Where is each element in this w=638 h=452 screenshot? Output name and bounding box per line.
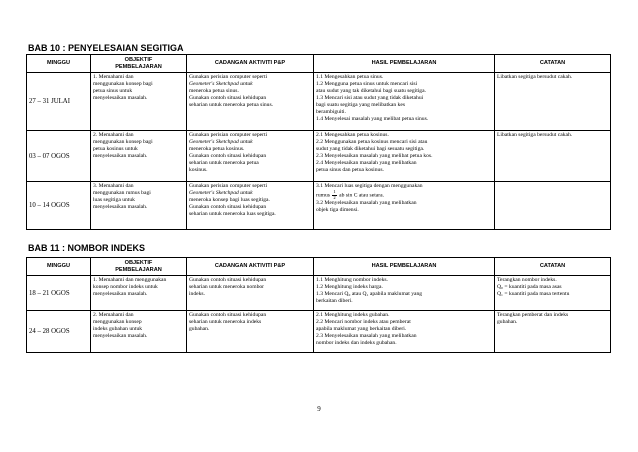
cell-minggu: 24 – 28 OGOS [27,311,91,353]
area-formula: rumus $\frac{1}{2}$ ab sin C atau setara. [316,189,384,200]
cell-objektif: 2. Memahami dan menggunakan konsep bagi petua kosinus untuk menyelesaikan masalah. [91,131,187,182]
cell-hasil: 1.1 Menghitung nombor indeks. 1.2 Menghitung indeks harga. 1.3 Mencari Q₀ atau Q₁ apabila maklumat yang berkaitan diberi. [314,276,495,311]
cell-hasil: 3.1 Mencari luas segitiga dengan menggunakan rumus $\frac{1}{2}$ ab sin C atau setara. 3.2 Menyelesaikan masalah yang melibatkan objek tiga dimensi. [314,182,495,230]
header-cadangan: CADANGAN AKTIVITI P&P [187,55,314,73]
cell-minggu: 10 – 14 OGOS [27,182,91,230]
table-row [27,73,611,131]
table-bab10 [26,54,611,230]
cell-catatan: Libatkan segitiga bersudut cakah. [495,73,611,131]
section-title-bab11: BAB 11 : NOMBOR INDEKS [28,243,146,253]
cell-catatan [495,182,611,230]
cell-objektif: 2. Memahami dan menggunakan konsep indeks gubahan untuk menyelesaikan masalah. [91,311,187,353]
cell-hasil: 2.1 Menghitung indeks gubahan. 2.2 Mencari nombor indeks atau pemberat apabila maklumat yang berkaitan diberi. 2.3 Menyelesaikan masalah yang melibatkan nombor indeks dan indeks gubahan. [314,311,495,353]
table-bab11 [26,257,611,353]
cell-cadangan: Gunakan perisian computer seperti Geometer's Sketchpad untuk meneroka konsep bagi luas segitiga. Gunakan contoh situasi kehidupan seharian untuk meneroka luas segitiga. [187,182,314,230]
table-header-row [27,55,611,73]
table-row [27,276,611,311]
cell-catatan: Libatkan segitiga bersudut cakah. [495,131,611,182]
cell-catatan: Terangkan nombor indeks. Q₀ = kuantiti pada masa asas Q₁ = kuantiti pada masa tertentu [495,276,611,311]
cell-minggu: 18 – 21 OGOS [27,276,91,311]
header-minggu: MINGGU [27,258,91,276]
cell-minggu: 27 – 31 JULAI [27,73,91,131]
cell-cadangan: Gunakan perisian computer seperti Geometer's Sketchpad untuk meneroka petua sinus. Gunakan contoh situasi kehidupan seharian untuk meneroka petua sinus. [187,73,314,131]
cell-cadangan: Gunakan contoh situasi kehidupan seharian untuk meneroka indeks gubahan. [187,311,314,353]
header-hasil: HASIL PEMBELAJARAN [314,55,495,73]
header-catatan: CATATAN [495,55,611,73]
fraction-half: $\frac{1}{2}$ [333,189,336,200]
page-number: 9 [317,405,321,413]
cell-hasil: 2.1 Mengesahkan petua kosinus. 2.2 Menggunakan petua kosinus mencari sisi atau sudut yang tidak diketahui bagi sesuatu segitiga. 2.3 Menyelesaikan masalah yang melibat petua kos. 2.4 Menyelesaikan masalah yang melibatkan petua sinus dan petua kosinus. [314,131,495,182]
header-minggu: MINGGU [27,55,91,73]
header-hasil: HASIL PEMBELAJARAN [314,258,495,276]
cell-minggu: 03 – 07 OGOS [27,131,91,182]
header-cadangan: CADANGAN AKTIVITI P&P [187,258,314,276]
header-catatan: CATATAN [495,258,611,276]
table-row [27,182,611,230]
table-row [27,131,611,182]
cell-hasil: 1.1 Mengesahkan petua sinus. 1.2 Mengguna petua sinus untuk mencari sisi atau sudut yang tak diketahui bagi suatu segitiga. 1.3 Mencari sisi atau sudut yang tidak diketahui bagi suatu segitiga yang melibatkan kes berambiguiti. 1.4 Menyelesai masalah yang melibat petua sinus. [314,73,495,131]
cell-catatan: Terangkan pemberat dan indeks gubahan. [495,311,611,353]
cell-objektif: 1. Memahami dan menggunakan konsep nombor indeks untuk menyelesaikan masalah. [91,276,187,311]
header-objektif: OBJEKTIF PEMBELAJARAN [91,55,187,73]
table-row [27,311,611,353]
table-header-row [27,258,611,276]
cell-cadangan: Gunakan contoh situasi kehidupan seharian untuk meneroka nombor indeks. [187,276,314,311]
section-title-bab10: BAB 10 : PENYELESAIAN SEGITIGA [28,43,184,53]
cell-cadangan: Gunakan perisian computer seperti Geometer's Sketchpad untuk meneroka petua kosinus. Gunakan contoh situasi kehidupan seharian untuk meneroka petua kosinus. [187,131,314,182]
header-objektif: OBJEKTIF PEMBELAJARAN [91,258,187,276]
cell-objektif: 3. Memahami dan menggunakan rumus bagi luas segitiga untuk menyelesaikan masalah. [91,182,187,230]
cell-objektif: 1. Memahami dan menggunakan konsep bagi petua sinus untuk menyelesaikan masalah. [91,73,187,131]
